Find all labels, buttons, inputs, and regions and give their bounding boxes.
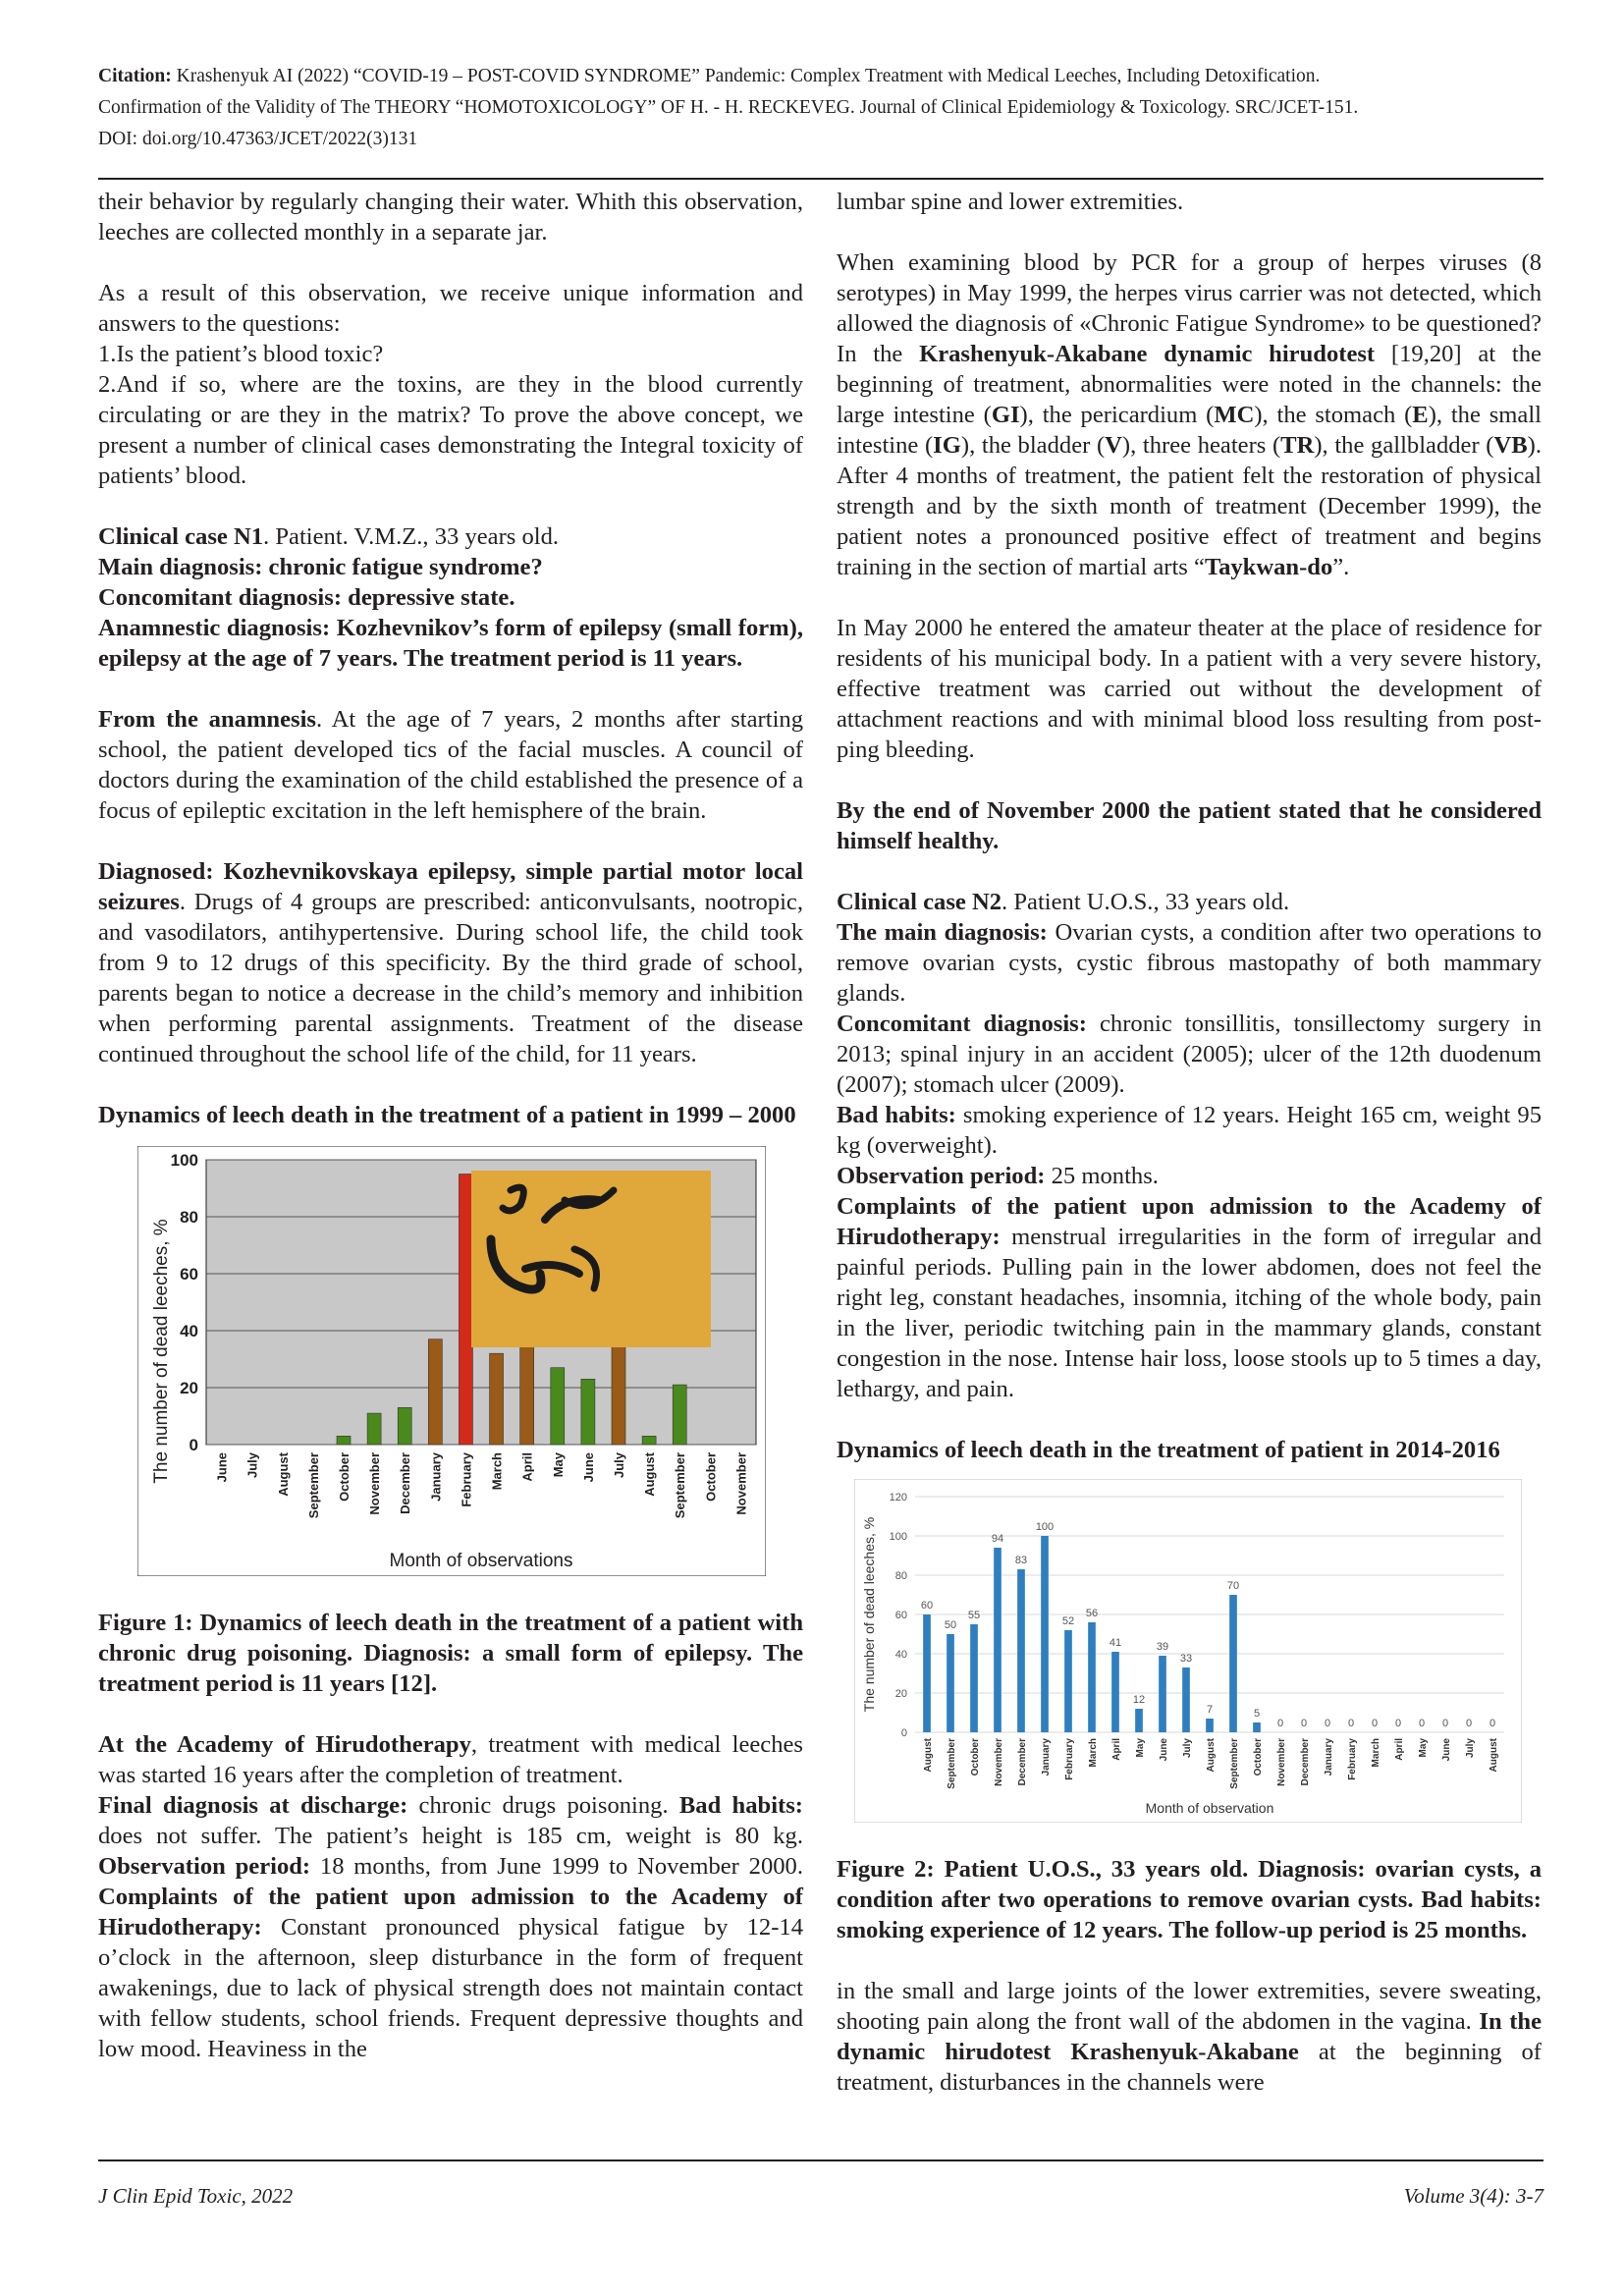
theater-paragraph: In May 2000 he entered the amateur theater at the place of residence for residents of his municipal body. In a patient with a very severe history, effective treatment was carried out without the development of attachment reactions and with minimal blood loss resulting from post-ping bleeding. — [837, 615, 1542, 763]
y-axis-label: The number of dead leeches, % — [861, 1516, 877, 1713]
data-label: 41 — [1109, 1637, 1122, 1649]
x-tick-label: January — [1041, 1738, 1052, 1777]
data-label: 100 — [1035, 1521, 1055, 1533]
anamnesis-paragraph: From the anamnesis. At the age of 7 years, 2 months after starting school, the patient developed tics of the facial muscles. A council of doctors during the examination of the child established the presence of a focus of epileptic excitation in the left hemisphere of the brain. — [98, 706, 804, 824]
figure1-heading: Dynamics of leech death in the treatment of a patient in 1999 – 2000 — [98, 1102, 796, 1128]
citation-label: Citation: — [98, 66, 172, 86]
concomitant-diagnosis: Concomitant diagnosis: depressive state. — [98, 584, 515, 611]
data-label: 0 — [1347, 1718, 1355, 1729]
data-label: 12 — [1132, 1694, 1146, 1706]
case2-concomitant: Concomitant diagnosis: chronic tonsillitis, tonsillectomy surgery in 2013; spinal injury in an accident (2005); ulcer of the 12th duodenum (2007); stomach ulcer (2009). — [837, 1011, 1543, 1098]
x-tick-label: January — [1324, 1738, 1334, 1777]
bar — [673, 1385, 686, 1445]
citation-block — [98, 61, 1551, 155]
data-label: 52 — [1061, 1615, 1075, 1627]
x-tick-label: February — [1064, 1738, 1075, 1780]
final-paragraph: in the small and large joints of the lower extremities, severe sweating, shooting pain along the front wall of the abdomen in the vagina. In the dynamic hirudotest Krashenyuk-Akabane at the beginning of treatment, disturbances in the channels were — [837, 1978, 1542, 2096]
x-tick-label: April — [519, 1452, 535, 1482]
pcr-paragraph: When examining blood by PCR for a group of herpes viruses (8 serotypes) in May 1999, the herpes virus carrier was not detected, which allowed the diagnosis of «Chronic Fatigue Syndrome» to be questioned? In the Krashenyuk-Akabane dynamic hirudotest [19,20] at the beginning of treatment, abnormalities were noted in the channels: the large intestine (GI), the pericardium (MC), the stomach (E), the small intestine (IG), the bladder (V), three heaters (TR), the gallbladder (VB). After 4 months of treatment, the patient felt the restoration of physical strength and by the sixth month of treatment (December 1999), the patient notes a pronounced positive effect of treatment and begins training in the section of martial arts “Taykwan-do”. — [837, 249, 1542, 580]
data-label: 70 — [1226, 1580, 1240, 1592]
x-tick-label: October — [703, 1452, 719, 1502]
y-tick-label: 0 — [189, 1436, 198, 1454]
x-tick-label: July — [244, 1452, 260, 1479]
y-tick-label: 100 — [889, 1531, 907, 1543]
y-tick-label: 120 — [889, 1492, 907, 1503]
y-tick-label: 60 — [894, 1610, 907, 1621]
case2-header: Clinical case N2. Patient U.O.S., 33 years old. — [837, 889, 1290, 915]
figure2-chart — [854, 1479, 1522, 1823]
data-label: 56 — [1085, 1608, 1099, 1619]
x-tick-label: April — [1111, 1738, 1122, 1761]
x-tick-label: August — [923, 1738, 934, 1773]
x-tick-label: August — [275, 1452, 291, 1497]
citation-line-1: Citation: Krashenyuk AI (2022) “COVID-19 – POST-COVID SYNDROME” Pandemic: Complex Treatment with Medical Leeches, Including Detoxification. — [98, 66, 1321, 86]
x-tick-label: November — [1276, 1738, 1287, 1786]
right-column — [837, 187, 1542, 2098]
bar — [428, 1339, 442, 1445]
data-label: 94 — [991, 1533, 1004, 1545]
y-tick-label: 80 — [180, 1208, 198, 1227]
data-label: 0 — [1465, 1718, 1473, 1729]
case1-header: Clinical case N1. Patient. V.M.Z., 33 years old. — [98, 523, 560, 550]
bar — [398, 1407, 411, 1445]
bar — [612, 1337, 625, 1445]
bar — [1206, 1719, 1214, 1732]
bar — [923, 1614, 931, 1732]
footer-journal: J Clin Epid Toxic, 2022 — [98, 2184, 294, 2208]
x-tick-label: September — [305, 1452, 321, 1519]
y-tick-label: 60 — [180, 1265, 198, 1284]
case2-bad-habits: Bad habits: smoking experience of 12 years. Height 165 cm, weight 95 kg (overweight). — [837, 1102, 1542, 1159]
x-tick-label: October — [1253, 1738, 1264, 1777]
x-tick-label: October — [337, 1452, 352, 1502]
x-tick-label: April — [1394, 1738, 1405, 1761]
bar — [581, 1379, 595, 1445]
bar — [994, 1548, 1001, 1732]
left-column — [98, 187, 803, 2064]
bar — [1229, 1595, 1237, 1732]
x-tick-label: August — [1206, 1738, 1217, 1773]
bar — [1017, 1569, 1025, 1732]
diagnosed-paragraph: Diagnosed: Kozhevnikovskaya epilepsy, simple partial motor local seizures. Drugs of 4 groups are prescribed: anticonvulsants, nootropic, and vasodilators, antihypertensive. During school life, the child took from 9 to 12 drugs of this specificity. By the third grade of school, parents began to notice a decrease in the child’s memory and inhibition when performing parental assignments. Treatment of the disease continued throughout the school life of the child, for 11 years. — [98, 858, 803, 1067]
bar — [1088, 1622, 1096, 1732]
x-tick-label: November — [733, 1452, 749, 1515]
x-tick-label: January — [428, 1452, 444, 1502]
data-label: 0 — [1371, 1718, 1379, 1729]
data-label: 0 — [1418, 1718, 1426, 1729]
figure1-chart — [137, 1146, 766, 1576]
x-axis-label: Month of observation — [1145, 1800, 1274, 1816]
data-label: 60 — [920, 1600, 934, 1612]
y-tick-label: 40 — [894, 1649, 907, 1661]
bar — [947, 1634, 954, 1732]
bar — [367, 1413, 381, 1445]
x-tick-label: December — [398, 1452, 413, 1514]
x-tick-label: September — [947, 1738, 957, 1789]
x-tick-label: November — [367, 1452, 383, 1515]
figure1-caption: Figure 1: Dynamics of leech death in the treatment of a patient with chronic drug poisoning. Diagnosis: a small form of epilepsy. The treatment period is 11 years [12]. — [98, 1610, 803, 1697]
case2-complaints: Complaints of the patient upon admission to the Academy of Hirudotherapy: menstrual irregularities in the form of irregular and painful periods. Pulling pain in the lower abdomen, does not feel the right leg, constant headaches, insomnia, itching of the whole body, pain in the liver, periodic twitching pain in the mammary glands, constant congestion in the nose. Intense hair loss, loose stools up to 5 times a day, lethargy, and pain. — [837, 1193, 1542, 1402]
data-label: 5 — [1253, 1708, 1261, 1720]
data-label: 0 — [1489, 1718, 1496, 1729]
x-tick-label: July — [1182, 1738, 1193, 1759]
bar — [1253, 1722, 1261, 1732]
data-label: 83 — [1014, 1555, 1028, 1566]
x-tick-label: June — [1441, 1738, 1452, 1762]
bar — [1182, 1667, 1190, 1732]
bar — [490, 1353, 504, 1445]
x-tick-label: July — [612, 1452, 626, 1479]
bar — [1159, 1656, 1166, 1732]
x-tick-label: December — [1017, 1738, 1028, 1786]
data-label: 0 — [1324, 1718, 1331, 1729]
paragraph: their behavior by regularly changing their water. Whith this observation, leeches are collected monthly in a separate jar. — [98, 189, 803, 246]
bar — [1111, 1652, 1119, 1732]
citation-doi[interactable]: DOI: doi.org/10.47363/JCET/2022(3)131 — [98, 129, 418, 149]
bar — [459, 1175, 472, 1446]
data-label: 55 — [967, 1610, 981, 1621]
footer-volume: Volume 3(4): 3-7 — [1403, 2184, 1543, 2208]
x-tick-label: February — [1347, 1738, 1358, 1780]
bar — [970, 1624, 978, 1732]
x-tick-label: March — [1371, 1738, 1381, 1768]
x-tick-label: September — [673, 1452, 688, 1519]
figure2-heading: Dynamics of leech death in the treatment of patient in 2014-2016 — [837, 1437, 1500, 1463]
data-label: 39 — [1156, 1641, 1169, 1653]
citation-line-2: Confirmation of the Validity of The THEORY “HOMOTOXICOLOGY” OF H. - H. RECKEVEG. Journal of Clinical Epidemiology & Toxicology. SRC/JCET-151. — [98, 97, 1359, 118]
y-tick-label: 20 — [180, 1379, 198, 1397]
footer-rule — [98, 2159, 1543, 2161]
x-tick-label: May — [1418, 1738, 1429, 1758]
x-tick-label: June — [1159, 1738, 1169, 1762]
bar — [1135, 1709, 1143, 1732]
healthy-paragraph: By the end of November 2000 the patient stated that he considered himself healthy. — [837, 797, 1542, 854]
header-rule — [98, 178, 1543, 180]
x-axis-label: Month of observations — [389, 1551, 573, 1571]
paragraph: lumbar spine and lower extremities. — [837, 189, 1184, 215]
y-tick-label: 100 — [170, 1151, 198, 1170]
x-tick-label: June — [580, 1452, 596, 1483]
data-label: 0 — [1441, 1718, 1449, 1729]
bar — [1041, 1536, 1049, 1732]
leech-photo — [471, 1171, 711, 1347]
x-tick-label: June — [214, 1452, 230, 1483]
case2-observation: Observation period: 25 months. — [837, 1163, 1159, 1189]
x-tick-label: May — [1135, 1738, 1146, 1758]
x-tick-label: September — [1229, 1738, 1240, 1789]
academy-paragraph: At the Academy of Hirudotherapy, treatment with medical leeches was started 16 years after the completion of treatment. Final diagnosis at discharge: chronic drugs poisoning. Bad habits: does not suffer. The patient’s height is 185 cm, weight is 80 kg. Observation period: 18 months, from June 1999 to November 2000. Complaints of the patient upon admission to the Academy of Hirudotherapy: Constant pronounced physical fatigue by 12-14 o’clock in the afternoon, sleep disturbance in the form of frequent awakenings, due to lack of physical strength does not maintain contact with fellow students, school friends. Frequent depressive thoughts and low mood. Heaviness in the — [98, 1731, 803, 2062]
x-tick-label: May — [550, 1452, 566, 1478]
x-tick-label: March — [489, 1452, 505, 1491]
bar — [642, 1436, 656, 1445]
anamnestic-diagnosis: Anamnestic diagnosis: Kozhevnikov’s form of epilepsy (small form), epilepsy at the age of 7 years. The treatment period is 11 years. — [98, 615, 803, 672]
data-label: 0 — [1300, 1718, 1308, 1729]
data-label: 0 — [1276, 1718, 1284, 1729]
y-tick-label: 0 — [900, 1727, 907, 1739]
data-label: 7 — [1206, 1704, 1214, 1716]
x-tick-label: October — [970, 1738, 981, 1777]
case2-main-diagnosis: The main diagnosis: Ovarian cysts, a condition after two operations to remove ovarian cysts, cystic fibrous mastopathy of both mammary glands. — [837, 919, 1542, 1007]
x-tick-label: February — [459, 1452, 474, 1507]
x-tick-label: July — [1465, 1738, 1476, 1759]
x-tick-label: March — [1088, 1738, 1099, 1768]
bar — [337, 1436, 351, 1445]
questions-paragraph: As a result of this observation, we receive unique information and answers to the questions: 1.Is the patient’s blood toxic? 2.And if so, where are the toxins, are they in the blood currently circulating or are they in the matrix? To prove the above concept, we present a number of clinical cases demonstrating the Integral toxicity of patients’ blood. — [98, 280, 803, 489]
x-tick-label: August — [1489, 1738, 1499, 1773]
data-label: 0 — [1394, 1718, 1402, 1729]
y-tick-label: 40 — [180, 1322, 198, 1340]
x-tick-label: December — [1300, 1738, 1311, 1786]
data-label: 50 — [944, 1619, 957, 1631]
bar — [551, 1368, 565, 1445]
main-diagnosis: Main diagnosis: chronic fatigue syndrome? — [98, 554, 543, 580]
bar — [1064, 1630, 1072, 1732]
y-tick-label: 20 — [894, 1688, 907, 1700]
data-label: 33 — [1179, 1653, 1193, 1665]
y-axis-label: The number of dead leeches, % — [151, 1219, 172, 1484]
x-tick-label: August — [642, 1452, 658, 1497]
x-tick-label: November — [994, 1738, 1004, 1786]
figure2-caption: Figure 2: Patient U.O.S., 33 years old. Diagnosis: ovarian cysts, a condition after two operations to remove ovarian cysts. Bad habits: smoking experience of 12 years. The follow-up period is 25 months. — [837, 1856, 1542, 1943]
y-tick-label: 80 — [894, 1570, 907, 1582]
